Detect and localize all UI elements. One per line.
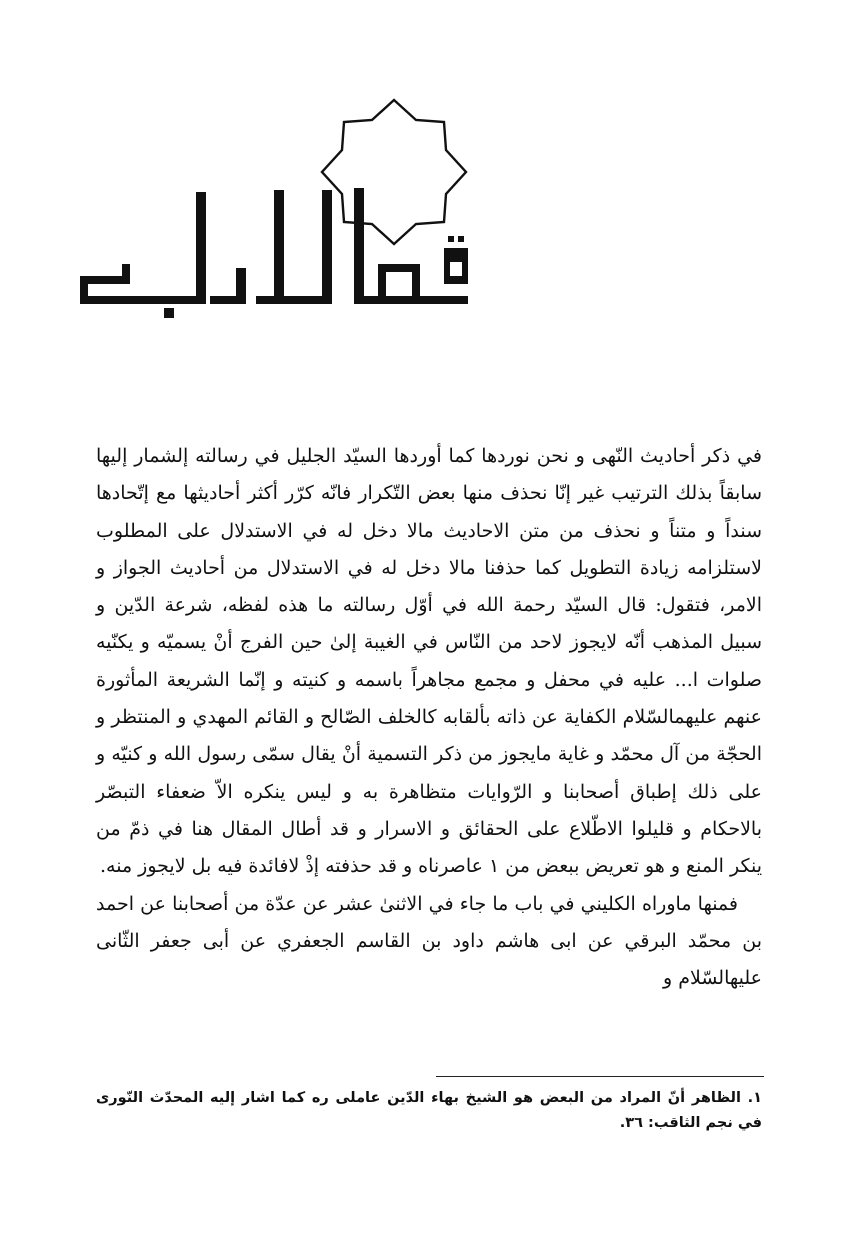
body-text <box>96 438 762 997</box>
footnote <box>96 1086 762 1136</box>
footnote-text: ١. الظاهر أنّ المراد من البعض هو الشيخ بهاء الدّين عاملى ره كما اشار إليه المحدّث النّورى في نجم الثاقب: ٣٦. <box>96 1090 762 1131</box>
paragraph-2: فمنها ماوراه الكليني في باب ما جاء في الاثنىٰ عشر عن عدّة من أصحابنا عن احمد بن محمّد البرقي عن ابى هاشم داود بن القاسم الجعفري عن أبى جعفر الثّانى عليهالسّلام و <box>96 892 762 990</box>
footnote-divider <box>436 1076 764 1077</box>
chapter-title <box>60 180 490 330</box>
paragraph-1: في ذكر أحاديث النّهى و نحن نوردها كما أوردها السيّد الجليل في رسالته إلشمار إليها سابقاً بذلك الترتيب غير إنّا نحذف منها بعض التّكرار فانّه كرّر أكثر أحاديثها مع إتّحادها سنداً و متناً و نحذف من متن الاحاديث مالا دخل له في الاستدلال على المطلوب لاستلزامه زيادة التطويل كما حذفنا مالا دخل له في الاستدلال من أحاديث الجواز و الامر، فتقول: قال السيّد رحمة الله في أوّل رسالته ما هذه لفظه، شرعة الدّين و سبيل المذهب أنّه لايجوز لاحد من النّاس في الغيبة إلىٰ حين الفرج أنْ يسميّه و يكنّيه صلوات ا... عليه في محفل و مجمع مجاهراً باسمه و كنيته و إنّما الشريعة المأثورة عنهم عليهمالسّلام الكفاية عن ذاته بألقابه كالخلف الصّالح و القائم المهدي و المنتظر و الحجّة من آل محمّد و غاية مايجوز من ذكر التسمية أنْ يقال سمّى رسول الله و كنيّه و على ذلك إطباق أصحابنا و الرّوايات متظاهرة به و ليس ينكره الاّ ضعفاء التبصّر بالاحكام و قليلوا الاطّلاع على الحقائق و الاسرار و قد أطال المقال هنا في ذمّ من ينكر المنع و هو تعريض ببعض من ١ عاصرناه و قد حذفته إذْ لافائدة فيه بل لايجوز منه. <box>96 445 762 878</box>
chapter-title-calligraphy <box>60 180 490 330</box>
